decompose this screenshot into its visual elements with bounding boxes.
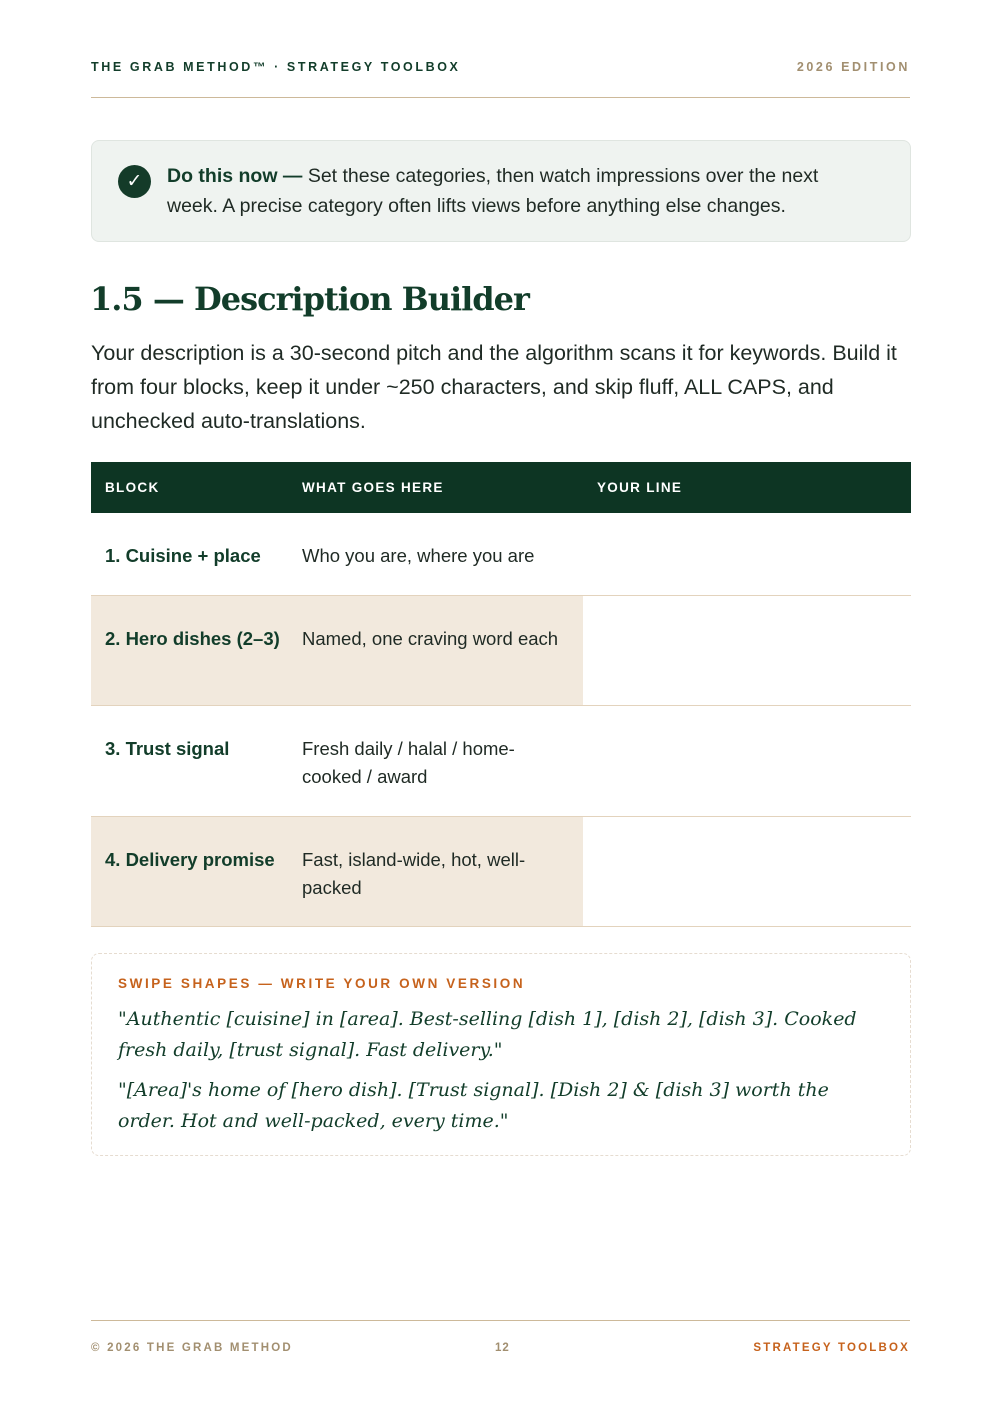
block-cell: 4. Delivery promise	[105, 849, 275, 870]
table-header	[91, 462, 911, 513]
what-cell: Fast, island-wide, hot, well-packed	[302, 849, 526, 898]
table-row	[91, 817, 911, 927]
page-number: 12	[495, 1342, 510, 1354]
swipe-quote: "Authentic [cuisine] in [area]. Best-selling [dish 1], [dish 2], [dish 3]. Cooked fresh daily, [trust signal]. Fast delivery."	[118, 1008, 857, 1061]
page-header	[91, 58, 910, 98]
what-cell: Fresh daily / halal / home-cooked / award	[302, 738, 515, 787]
your-line-cell[interactable]	[583, 706, 911, 816]
footer-copyright: © 2026 THE GRAB METHOD	[91, 1342, 293, 1354]
callout-body: Set these categories, then watch impressions over the next week. A precise category often lifts views before anything else changes.	[167, 165, 819, 217]
table-row	[91, 596, 911, 706]
your-line-cell[interactable]	[583, 596, 911, 705]
check-icon: ✓	[118, 165, 151, 198]
table-row	[91, 513, 911, 596]
your-line-cell[interactable]	[583, 513, 911, 595]
block-cell: 2. Hero dishes (2–3)	[105, 628, 280, 649]
header-what-goes-here: WHAT GOES HERE	[302, 480, 444, 495]
swipe-shapes-box	[91, 953, 911, 1156]
description-builder-table	[91, 462, 911, 927]
swipe-quote: "[Area]'s home of [hero dish]. [Trust signal]. [Dish 2] & [dish 3] worth the order. Hot and well-packed, every time."	[118, 1079, 829, 1132]
header-your-line: YOUR LINE	[597, 480, 683, 495]
section-title: 1.5 — Description Builder	[90, 280, 529, 318]
table-row	[91, 706, 911, 817]
page-footer	[91, 1320, 910, 1360]
swipe-label: SWIPE SHAPES — WRITE YOUR OWN VERSION	[118, 976, 526, 991]
footer-section: STRATEGY TOOLBOX	[753, 1342, 910, 1354]
header-title: THE GRAB METHOD™ · STRATEGY TOOLBOX	[91, 60, 461, 74]
edition-label: 2026 EDITION	[796, 60, 910, 74]
what-cell: Who you are, where you are	[302, 545, 535, 566]
section-intro: Your description is a 30-second pitch and the algorithm scans it for keywords. Build it from four blocks, keep it under ~250 characters, and skip fluff, ALL CAPS, and unchecked auto-translations.	[91, 341, 897, 433]
block-cell: 1. Cuisine + place	[105, 545, 261, 566]
header-block: BLOCK	[105, 480, 160, 495]
callout-text	[167, 162, 850, 221]
your-line-cell[interactable]	[583, 817, 911, 926]
what-cell: Named, one craving word each	[302, 628, 559, 649]
do-this-now-callout	[91, 140, 911, 242]
block-cell: 3. Trust signal	[105, 738, 230, 759]
callout-bold: Do this now —	[167, 165, 303, 187]
